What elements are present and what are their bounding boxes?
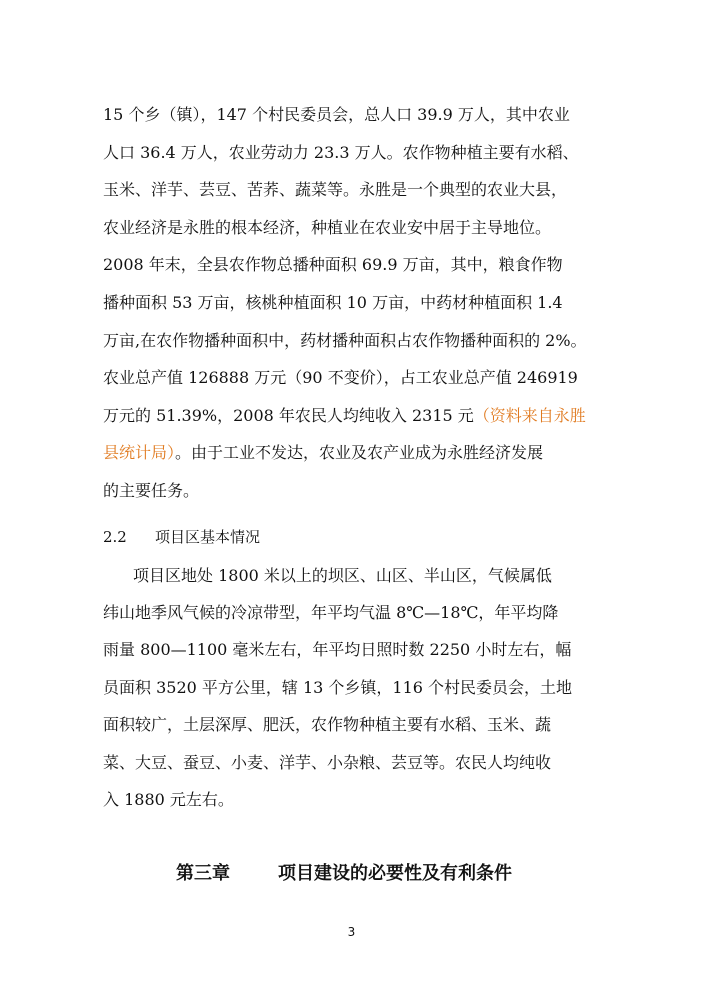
source-citation: 县统计局）	[103, 443, 176, 462]
paragraph-line	[103, 406, 586, 426]
line-text: 万元的 51.39%，2008 年农民人均纯收入 2315 元	[103, 406, 474, 425]
paragraph-line: 农业经济是永胜的根本经济，种植业在农业安中居于主导地位。	[103, 218, 552, 237]
chapter-label: 第三章	[176, 863, 230, 884]
section-heading	[103, 527, 260, 547]
paragraph-line: 的主要任务。	[103, 481, 200, 500]
paragraph-line: 纬山地季风气候的冷凉带型，年平均气温 8℃—18℃，年平均降	[103, 603, 559, 622]
chapter-title: 项目建设的必要性及有利条件	[278, 863, 512, 884]
source-citation: （资料来自永胜	[473, 406, 586, 425]
paragraph-line: 员面积 3520 平方公里，辖 13 个乡镇，116 个村民委员会，土地	[103, 678, 573, 697]
page-number: 3	[347, 925, 356, 939]
paragraph-line: 菜、大豆、蚕豆、小麦、洋芋、小杂粮、芸豆等。农民人均纯收	[103, 753, 552, 772]
section-number: 2.2	[103, 528, 127, 546]
section-title: 项目区基本情况	[155, 528, 261, 546]
paragraph-line: 玉米、洋芋、芸豆、苦荞、蔬菜等。永胜是一个典型的农业大县，	[103, 180, 568, 199]
paragraph-line: 农业总产值 126888 万元（90 不变价），占工农业总产值 246919	[103, 368, 578, 387]
paragraph-line: 项目区地处 1800 米以上的坝区、山区、半山区，气候属低	[133, 566, 552, 585]
paragraph-line: 2008 年末，全县农作物总播种面积 69.9 万亩，其中，粮食作物	[103, 255, 563, 274]
line-text: 。由于工业不发达，农业及农产业成为永胜经济发展	[175, 443, 544, 462]
paragraph-line: 播种面积 53 万亩，核桃种植面积 10 万亩，中药材种植面积 1.4	[103, 293, 563, 312]
paragraph-line	[103, 443, 543, 463]
chapter-heading	[176, 862, 512, 886]
paragraph-line: 万亩,在农作物播种面积中，药材播种面积占农作物播种面积的 2%。	[103, 331, 587, 350]
paragraph-line: 面积较广，土层深厚、肥沃，农作物种植主要有水稻、玉米、蔬	[103, 715, 552, 734]
paragraph-line: 入 1880 元左右。	[103, 790, 234, 809]
paragraph-line: 雨量 800—1100 毫米左右，年平均日照时数 2250 小时左右，幅	[103, 640, 572, 659]
paragraph-line: 15 个乡（镇），147 个村民委员会，总人口 39.9 万人，其中农业	[103, 105, 570, 124]
paragraph-line: 人口 36.4 万人，农业劳动力 23.3 万人。农作物种植主要有水稻、	[103, 143, 579, 162]
